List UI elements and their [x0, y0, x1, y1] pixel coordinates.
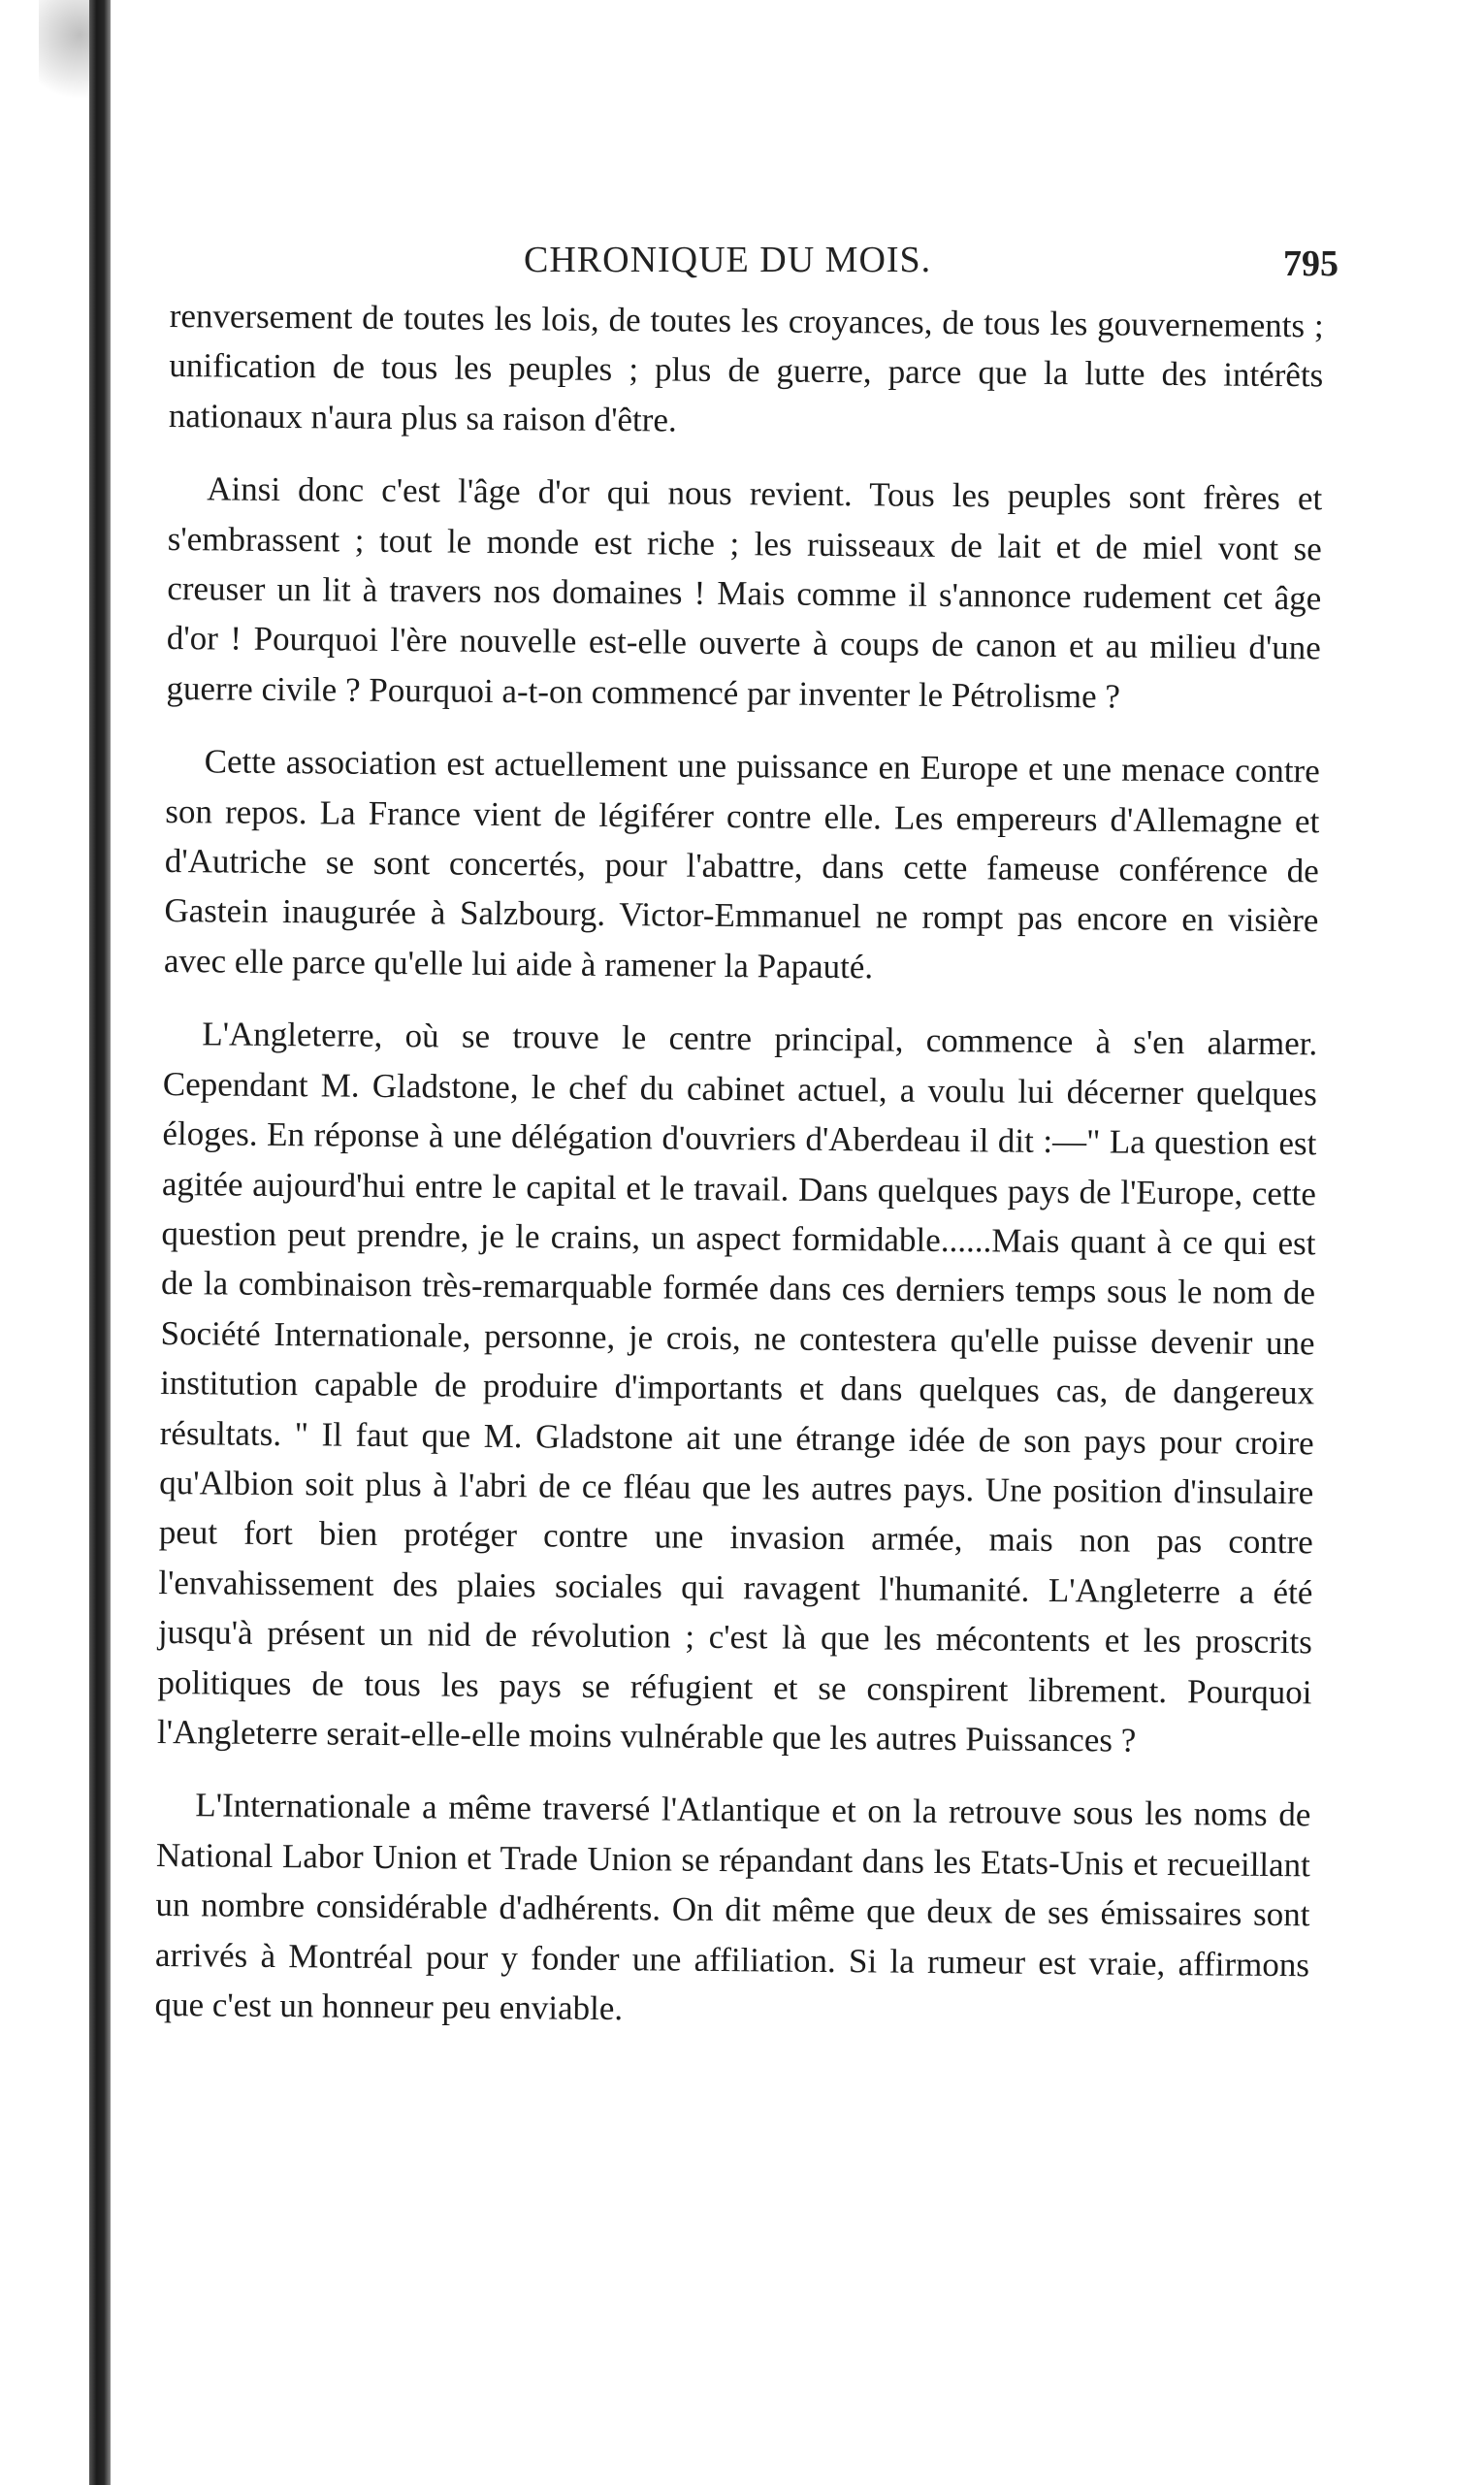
body-text [151, 291, 1324, 2386]
page-number: 795 [1283, 243, 1339, 284]
paragraph-1: renversement de toutes les lois, de toutes les croyances, de tous les gouvernements ; unification de tous les peuples ; plus de guerre, parce que la lutte des intérêts nationaux n'aura plus sa raison d'être. [168, 296, 1324, 439]
paragraph-4: L'Angleterre, où se trouve le centre principal, commence à s'en alarmer. Cependant M. Gladstone, le chef du cabinet actuel, a voulu lui décerner quelques éloges. En réponse à une délégation d'ouvriers d'Aberdeau il dit :—" La question est agitée aujourd'hui entre le capital et le travail. Dans quelques pays de l'Europe, cette question peut prendre, je le crains, un aspect formidable......Mais quant à ce qui est de la combinaison très-remarquable formée dans ces derniers temps sous le nom de Société Internationale, personne, je crois, ne contestera qu'elle puisse devenir une institution capable de produire d'importants et dans quelques cas, de dangereux résultats. " Il faut que M. Gladstone ait une étrange idée de son pays pour croire qu'Albion soit plus à l'abri de ce fléau que les autres pays. Une position d'insulaire peut fort bien protéger contre une invasion armée, mais non pas contre l'envahissement des plaies sociales qui ravagent l'humanité. L'Angleterre a été jusqu'à présent un nid de révolution ; c'est là que les mécontents et les proscrits politiques de tous les pays se réfugient et se conspirent librement. Pourquoi l'Angleterre serait-elle-elle moins vulnérable que les autres Puissances ? [156, 1015, 1318, 1759]
page-header [223, 239, 1348, 287]
book-binding-edge [89, 0, 111, 2485]
paragraph-2: Ainsi donc c'est l'âge d'or qui nous revient. Tous les peuples sont frères et s'embrassent ; tout le monde est riche ; les ruisseaux de lait et de miel vont se creuser un lit à travers nos domaines ! Mais comme il s'annonce rudement cet âge d'or ! Pourquoi l'ère nouvelle est-elle ouverte à coups de canon et au milieu d'une guerre civile ? Pourquoi a-t-on commencé par inventer le Pétrolisme ? [166, 469, 1323, 716]
paragraph-3: Cette association est actuellement une puissance en Europe et une menace contre son repos. La France vient de légiférer contre elle. Les empereurs d'Allemagne et d'Autriche se sont concertés, pour l'abattre, dans cette fameuse conférence de Gastein inaugurée à Salzbourg. Victor-Emmanuel ne rompt pas encore en visière avec elle parce qu'elle lui aide à ramener la Papauté. [163, 742, 1320, 986]
paragraph-5: L'Internationale a même traversé l'Atlantique et on la retrouve sous les noms de National Labor Union et Trade Union se répandant dans les Etats-Unis et recueillant un nombre considérable d'adhérents. On dit même que deux de ses émissaires sont arrivés à Montréal pour y fonder une affiliation. Si la rumeur est vraie, affirmons que c'est un honneur peu enviable. [154, 1786, 1311, 2028]
running-title: CHRONIQUE DU MOIS. [524, 240, 932, 280]
